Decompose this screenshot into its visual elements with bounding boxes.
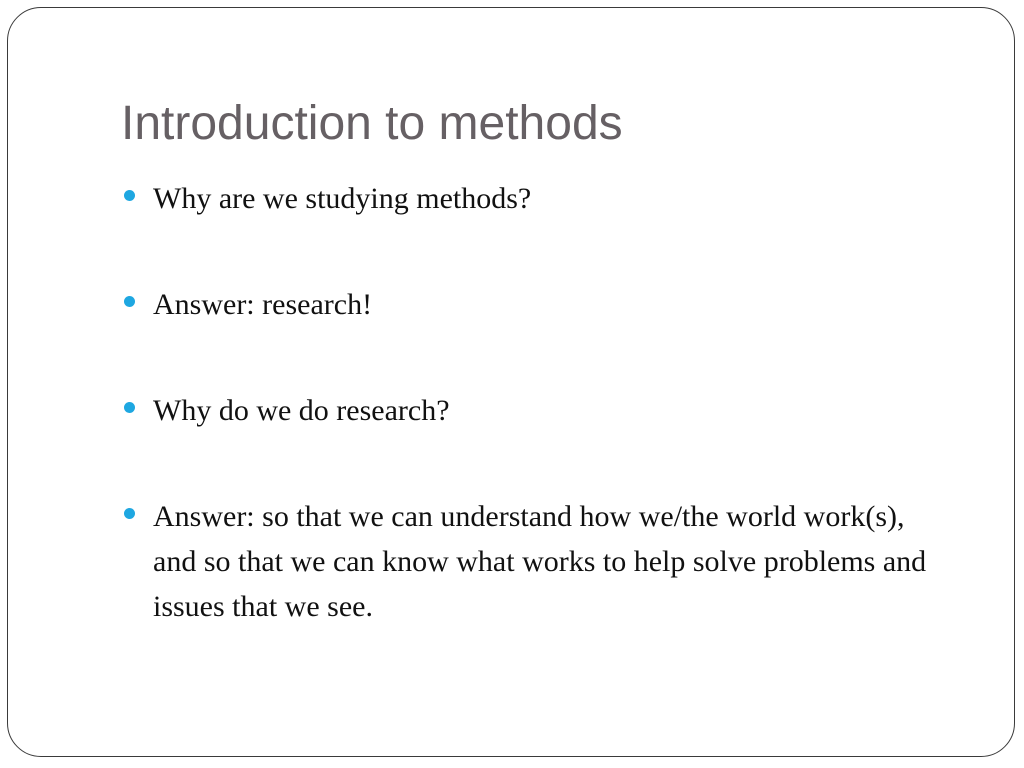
bullet-item [124, 282, 954, 327]
bullet-text: Answer: so that we can understand how we/the world work(s), and so that we can know what works to help solve problems and issues that we see. [153, 500, 927, 623]
bullet-list [124, 176, 954, 629]
bullet-text: Why do we do research? [153, 394, 450, 427]
bullet-text: Why are we studying methods? [153, 182, 532, 215]
bullet-item [124, 494, 954, 629]
bullet-dot-icon [124, 296, 135, 307]
bullet-item [124, 388, 954, 433]
slide [7, 7, 1015, 757]
bullet-dot-icon [124, 402, 135, 413]
bullet-dot-icon [124, 190, 135, 201]
bullet-dot-icon [124, 508, 135, 519]
slide-title: Introduction to methods [121, 97, 623, 150]
bullet-item [124, 176, 954, 221]
bullet-text: Answer: research! [153, 288, 373, 321]
